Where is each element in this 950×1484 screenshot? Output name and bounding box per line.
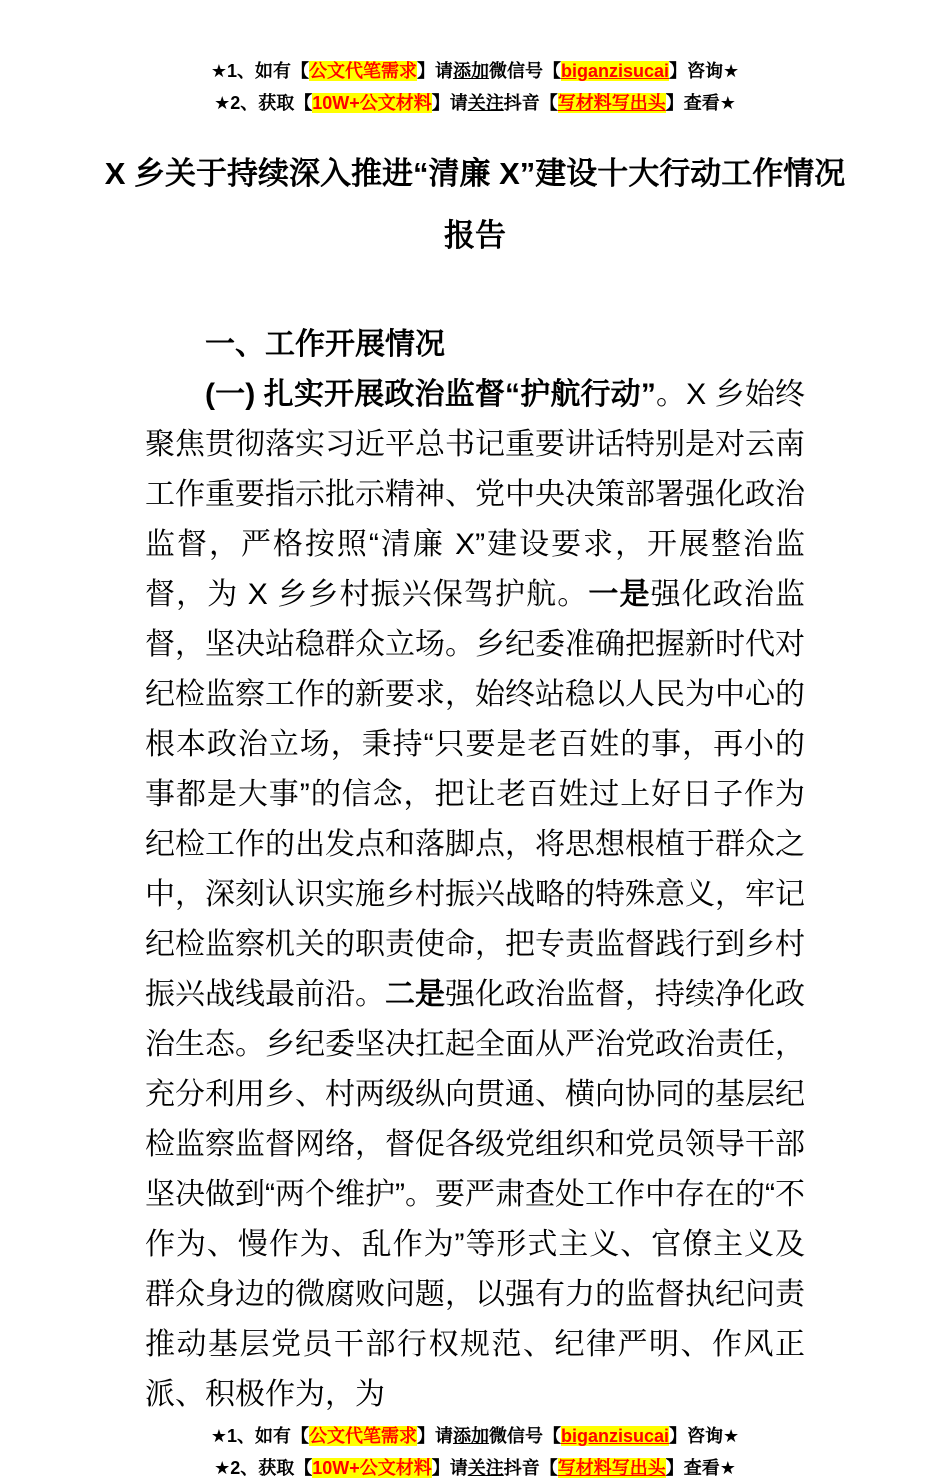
promo-text: 】请 [431,1457,468,1478]
promo-banner-bottom [0,1420,950,1484]
promo-text: 微信号【 [488,1425,561,1446]
paragraph-marker-second: 二是 [385,977,445,1011]
promo-text: ★2、获取【 [214,93,313,113]
promo-underline-add: 添加 [452,1425,489,1446]
body-paragraph [145,370,805,1420]
promo-highlight-service: 公文代笔需求 [308,1425,417,1446]
promo-text: 抖音【 [503,93,558,113]
promo-text: 】咨询★ [669,61,740,81]
promo-line-1 [0,1420,950,1452]
promo-line-2 [0,1452,950,1484]
promo-line-2 [0,87,950,119]
promo-text: ★1、如有【 [210,1425,309,1446]
promo-text: 】咨询★ [669,1425,740,1446]
paragraph-text: 强化政治监督，坚决站稳群众立场。乡纪委准确把握新时代对纪检监察工作的新要求，始终站稳以人民为中心的根本政治立场，秉持“只要是老百姓的事，再小的事都是大事”的信念，把让老百姓过上好日子作为纪检工作的出发点和落脚点，将思想根植于群众之中，深刻认识实施乡村振兴战略的特殊意义，牢记纪检监察机关的职责使命，把专责监督践行到乡村振兴战线最前沿。 [145,577,806,1011]
promo-underline-follow: 关注 [467,1457,504,1478]
promo-highlight-materials: 10W+公文材料 [312,93,432,113]
page-title: X 乡关于持续深入推进“清廉 X”建设十大行动工作情况报告 [104,156,846,253]
promo-text: 】查看★ [665,93,736,113]
paragraph-text: 。X 乡始终聚焦贯彻落实习近平总书记重要讲话特别是对云南工作重要指示批示精神、党中央决策部署强化政治监督，严格按照“清廉 X”建设要求，开展整治监督，为 X 乡乡村振兴保驾护航。 [145,377,805,611]
promo-highlight-materials: 10W+公文材料 [312,1457,432,1478]
promo-line-1 [0,55,950,87]
promo-wechat-id: biganzisucai [560,1425,670,1446]
promo-text: ★2、获取【 [214,1457,313,1478]
promo-banner-top [0,55,950,119]
promo-underline-add: 添加 [452,61,489,81]
promo-text: ★1、如有【 [210,61,309,81]
promo-underline-follow: 关注 [467,93,504,113]
paragraph-marker-first: 一是 [588,577,651,611]
promo-highlight-service: 公文代笔需求 [308,61,417,81]
promo-wechat-id: biganzisucai [560,61,670,81]
section-heading: 一、工作开展情况 [205,327,445,361]
promo-text: 抖音【 [503,1457,558,1478]
promo-text: 】请 [416,1425,453,1446]
promo-douyin-id: 写材料写出头 [557,1457,666,1478]
promo-douyin-id: 写材料写出头 [557,93,666,113]
promo-text: 】请 [431,93,468,113]
paragraph-text: 强化政治监督，持续净化政治生态。乡纪委坚决扛起全面从严治党政治责任，充分利用乡、村两级纵向贯通、横向协同的基层纪检监察监督网络，督促各级党组织和党员领导干部坚决做到“两个维护”。要严肃查处工作中存在的“不作为、慢作为、乱作为”等形式主义、官僚主义及群众身边的微腐败问题，以强有力的监督执纪问责推动基层党员干部行权规范、纪律严明、作风正派、积极作为，为 [145,977,805,1411]
promo-text: 】查看★ [665,1457,736,1478]
promo-text: 微信号【 [488,61,561,81]
paragraph-subheading: (一) 扎实开展政治监督“护航行动” [205,377,656,411]
document-body [0,288,950,1420]
promo-text: 】请 [416,61,453,81]
